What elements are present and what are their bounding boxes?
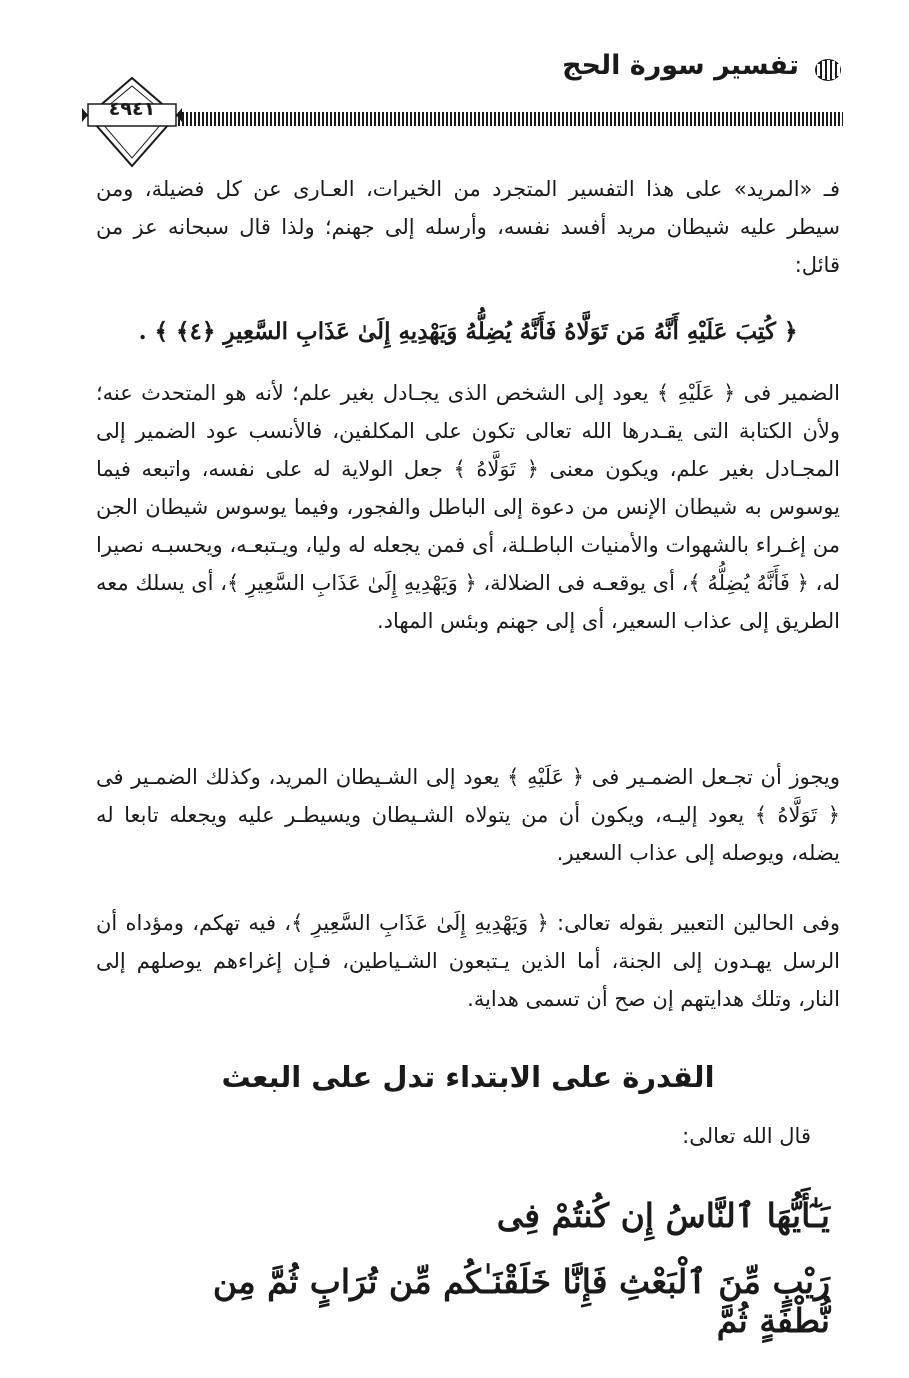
section-heading: القدرة على الابتداء تدل على البعث (221, 1060, 715, 1094)
verse-1: ﴿ كُتِبَ عَلَيْهِ أَنَّهُ مَن تَوَلَّاهُ فَأَنَّهُ يُضِلُّهُ وَيَهْدِيهِ إِلَىٰ عَذَابِ السَّعِيرِ ﴿٤﴾ ﴾ . (138, 318, 798, 345)
paragraph-4: وفى الحالين التعبير بقوله تعالى: ﴿ وَيَهْدِيهِ إِلَىٰ عَذَابِ السَّعِيرِ ﴾، فيه تهكم، ومؤداه أن الرسل يهـدون إلى الجنة، أما الذين يـتبعون الشـياطين، فـإن إغراءهم يوصلهم إلى النار، وتلك هدايتهم إن صح أن تسمى هداية. (96, 911, 840, 1011)
paragraph-3: ويجوز أن تجـعل الضمـير فى ﴿ عَلَيْهِ ﴾ يعود إلى الشـيطان المريد، وكذلك الضمـير فى ﴿ تَوَلَّاهُ ﴾ يعود إليـه، ويكون أن من يتولاه الشـيطان ويسيطـر عليه ويجعله تابعا له يضله، ويوصله إلى عذاب السعير. (96, 765, 840, 865)
verse-intro: قال الله تعالى: (682, 1124, 811, 1148)
paragraph-1: فـ «المريد» على هذا التفسير المتجرد من الخيرات، العـارى عن كل فضيلة، ومن سيطر عليه شيطان مريد أفسد نفسه، وأرسله إلى جهنم؛ ولذا قال سبحانه عز من قائل: (96, 177, 840, 277)
paragraph-2: الضمير فى ﴿ عَلَيْهِ ﴾ يعود إلى الشخص الذى يجـادل بغير علم؛ لأنه هو المتحدث عنه؛ ولأن الكتابة التى يقـدرها الله تعالى تكون على المكلفين، فالأنسب عود الضمير إلى المجـادل بغير علم، ويكون معنى ﴿ تَوَلَّاهُ ﴾ جعل الولاية له على نفسه، واتبعه فيما يوسوس به شيطان الإنس من دعوة إلى الباطل والفجور، وفيما يوسوس شيطان الجن من إغـراء بالشهوات والأمنيات الباطـلة، أى فمن يجعله له وليا، ويـتبعـه، ويحسبـه نصيرا له، ﴿ فَأَنَّهُ يُضِلُّهُ ﴾، أى يوقعـه فى الضلالة، ﴿ وَيَهْدِيهِ إِلَىٰ عَذَابِ السَّعِيرِ ﴾، أى يسلك معه الطريق إلى عذاب السعير، أى إلى جهنم وبئس المهاد. (96, 381, 840, 633)
verse-2-line-1: يَـٰٓأَيُّهَا ٱلنَّاسُ إِن كُنتُمْ فِى (496, 1196, 830, 1235)
page-number-badge (82, 76, 182, 172)
ornament-icon (813, 58, 843, 82)
header-rule (162, 112, 843, 126)
running-header-title: تفسير سورة الحج (562, 50, 799, 81)
verse-2-line-2: رَيْبٍ مِّنَ ٱلْبَعْثِ فَإِنَّا خَلَقْنَـٰكُم مِّن تُرَابٍ ثُمَّ مِن نُّطْفَةٍ ثُمَّ (212, 1262, 830, 1340)
page-number: ٤٩٤١ (108, 98, 156, 120)
